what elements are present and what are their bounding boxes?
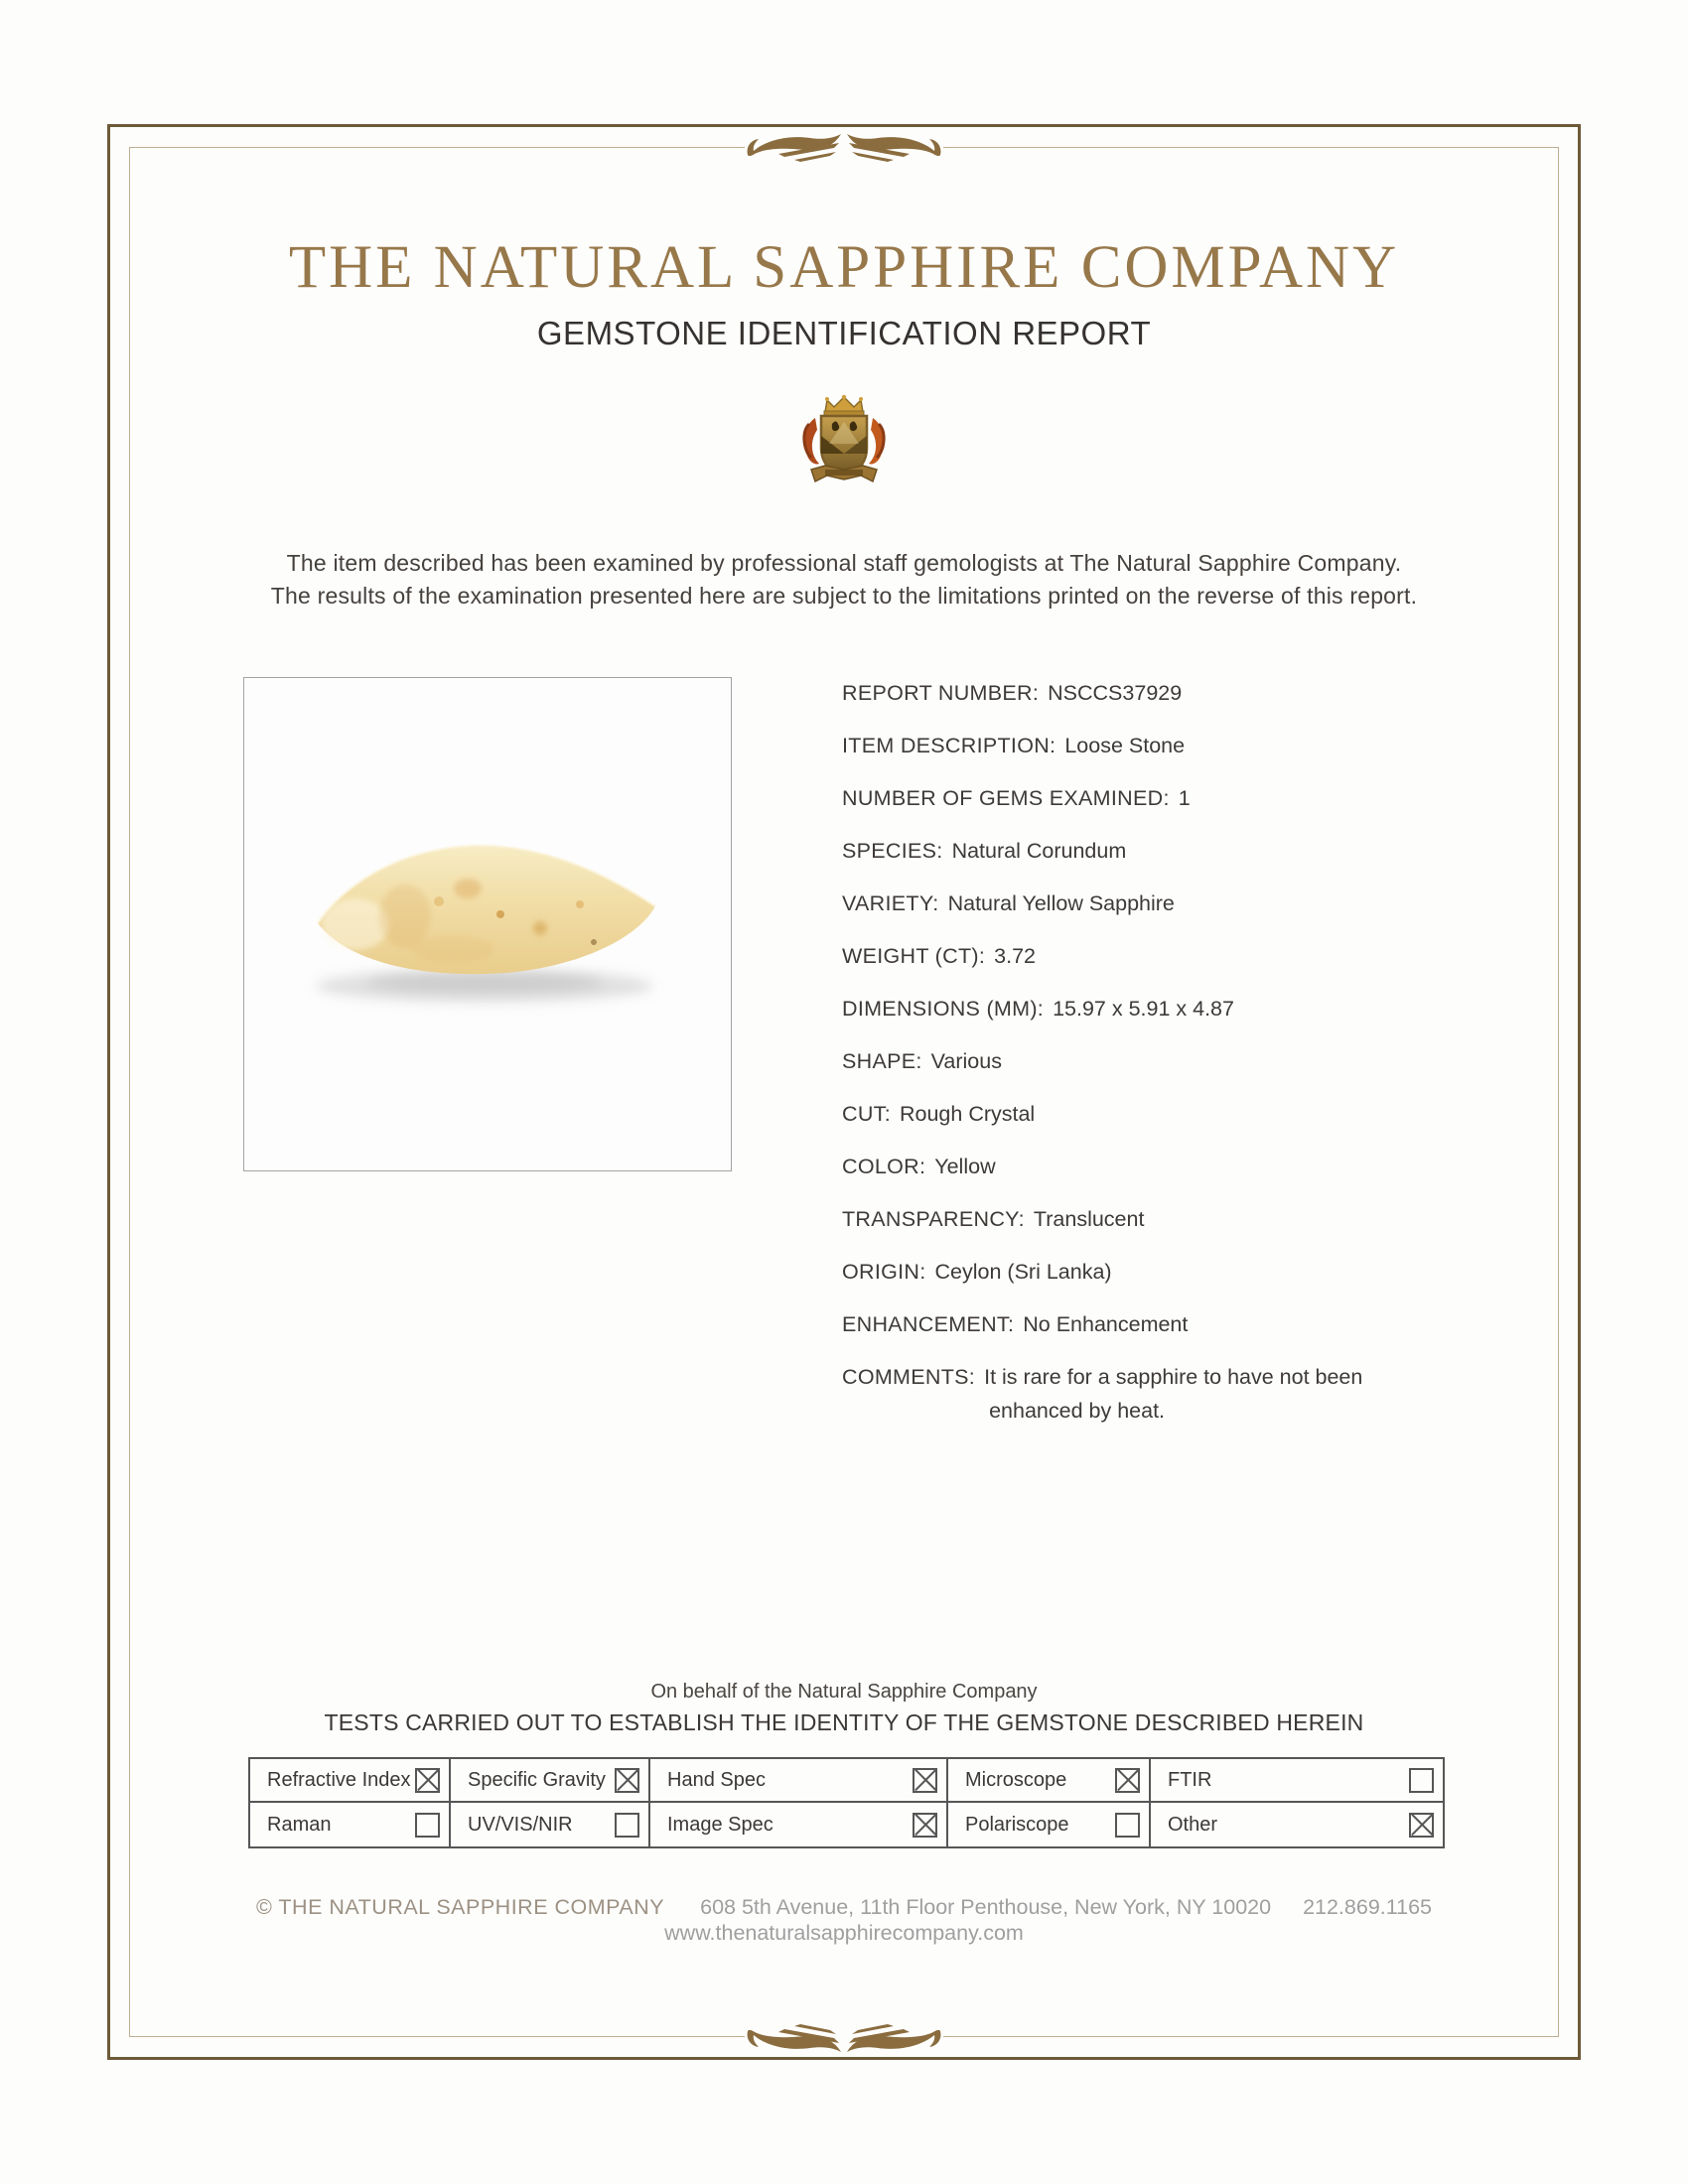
test-label: Specific Gravity <box>468 1768 606 1791</box>
field-value <box>984 1360 1362 1428</box>
field-label: SPECIES: <box>842 839 943 863</box>
field-label: ENHANCEMENT: <box>842 1312 1015 1336</box>
footer-copyright: © THE NATURAL SAPPHIRE COMPANY <box>255 1895 665 1919</box>
test-label: Image Spec <box>667 1813 774 1836</box>
field-label: CUT: <box>842 1102 891 1126</box>
field-comments <box>842 1351 1468 1428</box>
footer-phone: 212.869.1165 <box>1303 1895 1432 1919</box>
test-cell-specific-gravity <box>451 1759 650 1803</box>
field-value: Translucent <box>1033 1207 1145 1231</box>
footer-address: 608 5th Avenue, 11th Floor Penthouse, New York, NY 10020 <box>700 1895 1272 1919</box>
test-cell-refractive-index <box>250 1759 451 1803</box>
field-weight <box>842 930 1468 983</box>
tests-table <box>248 1757 1445 1848</box>
field-label: TRANSPARENCY: <box>842 1207 1025 1231</box>
field-value: 15.97 x 5.91 x 4.87 <box>1053 997 1234 1021</box>
comments-line2: enhanced by heat. <box>989 1399 1166 1423</box>
ftir-checkbox[interactable] <box>1409 1768 1434 1793</box>
polariscope-checkbox[interactable] <box>1115 1813 1140 1838</box>
microscope-checkbox[interactable] <box>1115 1768 1140 1793</box>
footer-website[interactable]: www.thenaturalsapphirecompany.com <box>664 1921 1024 1945</box>
tests-heading: TESTS CARRIED OUT TO ESTABLISH THE IDENTITY OF THE GEMSTONE DESCRIBED HEREIN <box>324 1709 1364 1735</box>
test-label: UV/VIS/NIR <box>468 1813 573 1836</box>
footer-address-line <box>0 1894 1688 1920</box>
field-transparency <box>842 1193 1468 1246</box>
test-cell-uv-vis-nir <box>451 1803 650 1846</box>
test-label: Hand Spec <box>667 1768 766 1791</box>
field-value: Rough Crystal <box>899 1102 1036 1126</box>
test-label: Raman <box>267 1813 332 1836</box>
field-value: Various <box>930 1049 1002 1073</box>
test-cell-image-spec <box>650 1803 948 1846</box>
test-cell-ftir <box>1151 1759 1443 1803</box>
test-cell-polariscope <box>948 1803 1151 1846</box>
field-cut <box>842 1088 1468 1141</box>
field-label: ORIGIN: <box>842 1260 926 1284</box>
company-name-heading: THE NATURAL SAPPHIRE COMPANY <box>288 234 1400 301</box>
test-label: Microscope <box>965 1768 1067 1791</box>
field-color <box>842 1141 1468 1193</box>
gemstone-photo <box>243 677 732 1171</box>
specific-gravity-checkbox[interactable] <box>615 1768 639 1793</box>
field-species <box>842 825 1468 878</box>
field-value: Yellow <box>934 1155 996 1178</box>
field-report-number <box>842 667 1468 720</box>
field-value: Loose Stone <box>1064 734 1186 757</box>
raman-checkbox[interactable] <box>415 1813 440 1838</box>
test-label: Refractive Index <box>267 1768 411 1791</box>
bottom-flourish-ornament-icon <box>745 2019 943 2055</box>
field-label: REPORT NUMBER: <box>842 681 1040 705</box>
field-value: No Enhancement <box>1023 1312 1189 1336</box>
refractive-index-checkbox[interactable] <box>415 1768 440 1793</box>
field-value: Natural Corundum <box>951 839 1127 863</box>
field-value: NSCCS37929 <box>1048 681 1183 705</box>
field-label: DIMENSIONS (MM): <box>842 997 1045 1021</box>
field-label: VARIETY: <box>842 891 939 915</box>
field-label: ITEM DESCRIPTION: <box>842 734 1056 757</box>
field-origin <box>842 1246 1468 1298</box>
examination-statement <box>0 547 1688 613</box>
field-label: NUMBER OF GEMS EXAMINED: <box>842 786 1170 810</box>
test-cell-raman <box>250 1803 451 1846</box>
test-cell-microscope <box>948 1759 1151 1803</box>
field-number-of-gems <box>842 772 1468 825</box>
test-label: Other <box>1168 1813 1218 1836</box>
field-label: SHAPE: <box>842 1049 922 1073</box>
field-label: COMMENTS: <box>842 1365 976 1389</box>
examination-statement-line1: The item described has been examined by professional staff gemologists at The Natural Sapphire Company. <box>286 550 1402 576</box>
report-title: GEMSTONE IDENTIFICATION REPORT <box>536 315 1152 351</box>
test-label: Polariscope <box>965 1813 1069 1836</box>
field-shape <box>842 1035 1468 1088</box>
field-value: 1 <box>1178 786 1191 810</box>
image-spec-checkbox[interactable] <box>913 1813 937 1838</box>
on-behalf-line: On behalf of the Natural Sapphire Company <box>650 1681 1038 1703</box>
company-crest-icon <box>799 394 889 491</box>
field-value: 3.72 <box>994 944 1036 968</box>
field-item-description <box>842 720 1468 772</box>
other-checkbox[interactable] <box>1409 1813 1434 1838</box>
field-variety <box>842 878 1468 930</box>
comments-line1: It is rare for a sapphire to have not been <box>984 1365 1363 1389</box>
report-fields <box>842 667 1468 1428</box>
field-dimensions <box>842 983 1468 1035</box>
field-value: Natural Yellow Sapphire <box>947 891 1175 915</box>
test-label: FTIR <box>1168 1768 1212 1791</box>
test-cell-hand-spec <box>650 1759 948 1803</box>
examination-statement-line2: The results of the examination presented here are subject to the limitations printed on the reverse of this report. <box>270 583 1418 609</box>
top-flourish-ornament-icon <box>745 131 943 167</box>
field-enhancement <box>842 1298 1468 1351</box>
field-value: Ceylon (Sri Lanka) <box>934 1260 1112 1284</box>
test-cell-other <box>1151 1803 1443 1846</box>
hand-spec-checkbox[interactable] <box>913 1768 937 1793</box>
uv-vis-nir-checkbox[interactable] <box>615 1813 639 1838</box>
field-label: WEIGHT (CT): <box>842 944 986 968</box>
field-label: COLOR: <box>842 1155 926 1178</box>
